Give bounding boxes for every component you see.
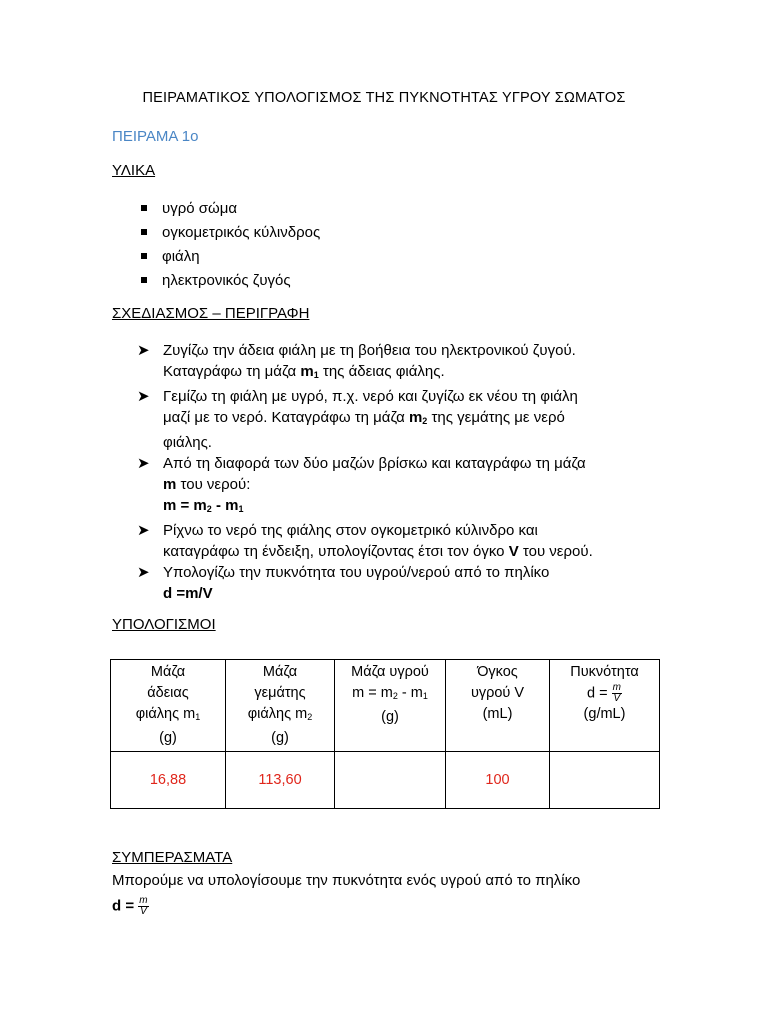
materials-heading: ΥΛΙΚΑ: [112, 162, 156, 179]
conclusion-formula: d = $\frac{m}{V}$: [112, 895, 148, 917]
table-cell: [550, 752, 660, 809]
arrow-icon: ➤: [137, 564, 150, 581]
table-cell: 113,60: [226, 752, 335, 809]
column-header: Πυκνότητα d = $\frac{m}{V}$ (g/mL): [550, 660, 660, 752]
table-row: [111, 752, 660, 809]
list-item: ➤ Γεμίζω τη φιάλη με υγρό, π.χ. νερό και ζυγίζω εκ νέου τη φιάλη μαζί με το νερό. Καταγράφω τη μάζα $m_2$ της γεμάτης με νερό φιάλης.: [137, 388, 578, 451]
calculations-table: [110, 659, 660, 809]
list-item: ➤ Υπολογίζω την πυκνότητα του υγρού/νερού από το πηλίκο d =m/V: [137, 564, 550, 602]
list-item: ηλεκτρονικός ζυγός: [138, 271, 320, 295]
table-cell: 100: [446, 752, 550, 809]
column-header: Μάζα υγρού $m = m_2 - m_1$ (g): [335, 660, 446, 752]
experiment-heading: ΠΕΙΡΑΜΑ 1ο: [112, 128, 199, 145]
design-heading: ΣΧΕΔΙΑΣΜΟΣ – ΠΕΡΙΓΡΑΦΗ: [112, 305, 310, 322]
list-item: φιάλη: [138, 247, 320, 271]
list-item: ➤ Ζυγίζω την άδεια φιάλη με τη βοήθεια του ηλεκτρονικού ζυγού. Καταγράφω τη μάζα $m_1$ της άδειας φιάλης.: [137, 342, 576, 380]
materials-list: [138, 199, 320, 295]
fraction: $\frac{m}{V}$: [139, 895, 148, 917]
list-item: ➤ Ρίχνω το νερό της φιάλης στον ογκομετρικό κύλινδρο και καταγράφω τη ένδειξη, υπολογίζοντας έτσι τον όγκο V του νερού.: [137, 522, 593, 560]
list-item: υγρό σώμα: [138, 199, 320, 223]
column-header: Μάζα άδειας φιάλης $m_1$ (g): [111, 660, 226, 752]
document-title: ΠΕΙΡΑΜΑΤΙΚΟΣ ΥΠΟΛΟΓΙΣΜΟΣ ΤΗΣ ΠΥΚΝΟΤΗΤΑΣ ΥΓΡΟΥ ΣΩΜΑΤΟΣ: [142, 90, 626, 106]
table-cell: [335, 752, 446, 809]
calculations-heading: ΥΠΟΛΟΓΙΣΜΟΙ: [112, 616, 216, 633]
fraction: $\frac{m}{V}$: [612, 682, 621, 704]
table-header-row: [111, 660, 660, 752]
conclusion-text: Μπορούμε να υπολογίσουμε την πυκνότητα ενός υγρού από το πηλίκο: [112, 872, 581, 889]
steps-list: [137, 340, 657, 604]
table-cell: 16,88: [111, 752, 226, 809]
arrow-icon: ➤: [137, 342, 150, 359]
arrow-icon: ➤: [137, 455, 150, 472]
list-item: ➤ Από τη διαφορά των δύο μαζών βρίσκω και καταγράφω τη μάζα m του νερού: $m = m_2 - m_1$: [137, 455, 586, 514]
conclusions-heading: ΣΥΜΠΕΡΑΣΜΑΤΑ: [112, 849, 233, 866]
arrow-icon: ➤: [137, 388, 150, 405]
arrow-icon: ➤: [137, 522, 150, 539]
list-item: ογκομετρικός κύλινδρος: [138, 223, 320, 247]
column-header: Όγκος υγρού V (mL): [446, 660, 550, 752]
column-header: Μάζα γεμάτης φιάλης $m_2$ (g): [226, 660, 335, 752]
